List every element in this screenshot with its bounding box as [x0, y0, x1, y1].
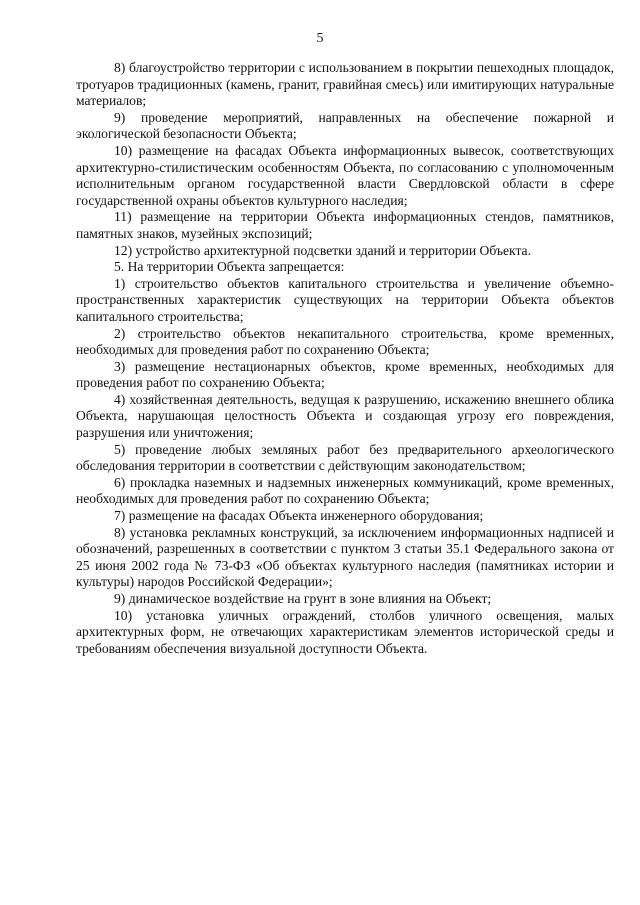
paragraph-item-1-prohibited: 1) строительство объектов капитального строительства и увеличение объемно-пространственных характеристик существующих на территории Объекта объектов капитального строительства;: [76, 275, 614, 324]
paragraph-item-8-allowed: 8) благоустройство территории с использованием в покрытии пешеходных площадок, тротуаров традиционных (камень, гранит, гравийная смесь) или имитирующих натуральные материалов;: [76, 60, 614, 109]
page-number: 5: [316, 31, 324, 46]
paragraph-item-10-allowed: 10) размещение на фасадах Объекта информационных вывесок, соответствующих архитектурно-стилистическим особенностям Объекта, по согласованию с уполномоченным исполнительным органом государственной власти Свердловской области в сфере государственной охраны объектов культурного наследия;: [76, 142, 614, 208]
paragraph-item-11-allowed: 11) размещение на территории Объекта информационных стендов, памятников, памятных знаков, музейных экспозиций;: [76, 209, 614, 241]
paragraph-item-3-prohibited: 3) размещение нестационарных объектов, кроме временных, необходимых для проведения работ по сохранению Объекта;: [76, 358, 614, 391]
paragraph-item-8-prohibited: 8) установка рекламных конструкций, за исключением информационных надписей и обозначений, разрешенных в соответствии с пунктом 3 статьи 35.1 Федерального закона от 25 июня 2002 года № 73-ФЗ «Об объектах культурного наследия (памятниках истории и культуры) народов Российской Федерации»;: [76, 524, 614, 590]
document-body: [76, 60, 614, 657]
paragraph-item-4-prohibited: 4) хозяйственная деятельность, ведущая к разрушению, искажению внешнего облика Объекта, нарушающая целостность Объекта и создающая угрозу его повреждения, разрушения или уничтожения;: [76, 391, 614, 441]
paragraph-item-9-allowed: 9) проведение мероприятий, направленных на обеспечение пожарной и экологической безопасности Объекта;: [76, 109, 614, 142]
paragraph-item-12-allowed: 12) устройство архитектурной подсветки зданий и территории Объекта.: [114, 242, 531, 258]
section-5-heading: 5. На территории Объекта запрещается:: [114, 259, 345, 275]
paragraph-item-9-prohibited: 9) динамическое воздействие на грунт в зоне влияния на Объект;: [114, 591, 492, 606]
paragraph-item-2-prohibited: 2) строительство объектов некапитального строительства, кроме временных, необходимых для проведения работ по сохранению Объекта;: [76, 325, 614, 358]
paragraph-item-6-prohibited: 6) прокладка наземных и надземных инженерных коммуникаций, кроме временных, необходимых для проведения работ по сохранению Объекта;: [76, 474, 614, 507]
paragraph-item-7-prohibited: 7) размещение на фасадах Объекта инженерного оборудования;: [114, 508, 484, 524]
paragraph-item-5-prohibited: 5) проведение любых земляных работ без предварительного археологического обследования территории в соответствии с действующим законодательством;: [76, 441, 614, 474]
paragraph-item-10-prohibited: 10) установка уличных ограждений, столбов уличного освещения, малых архитектурных форм, не отвечающих характеристикам элементов исторической среды и требованиям обеспечения визуальной доступности Объекта.: [76, 607, 614, 656]
